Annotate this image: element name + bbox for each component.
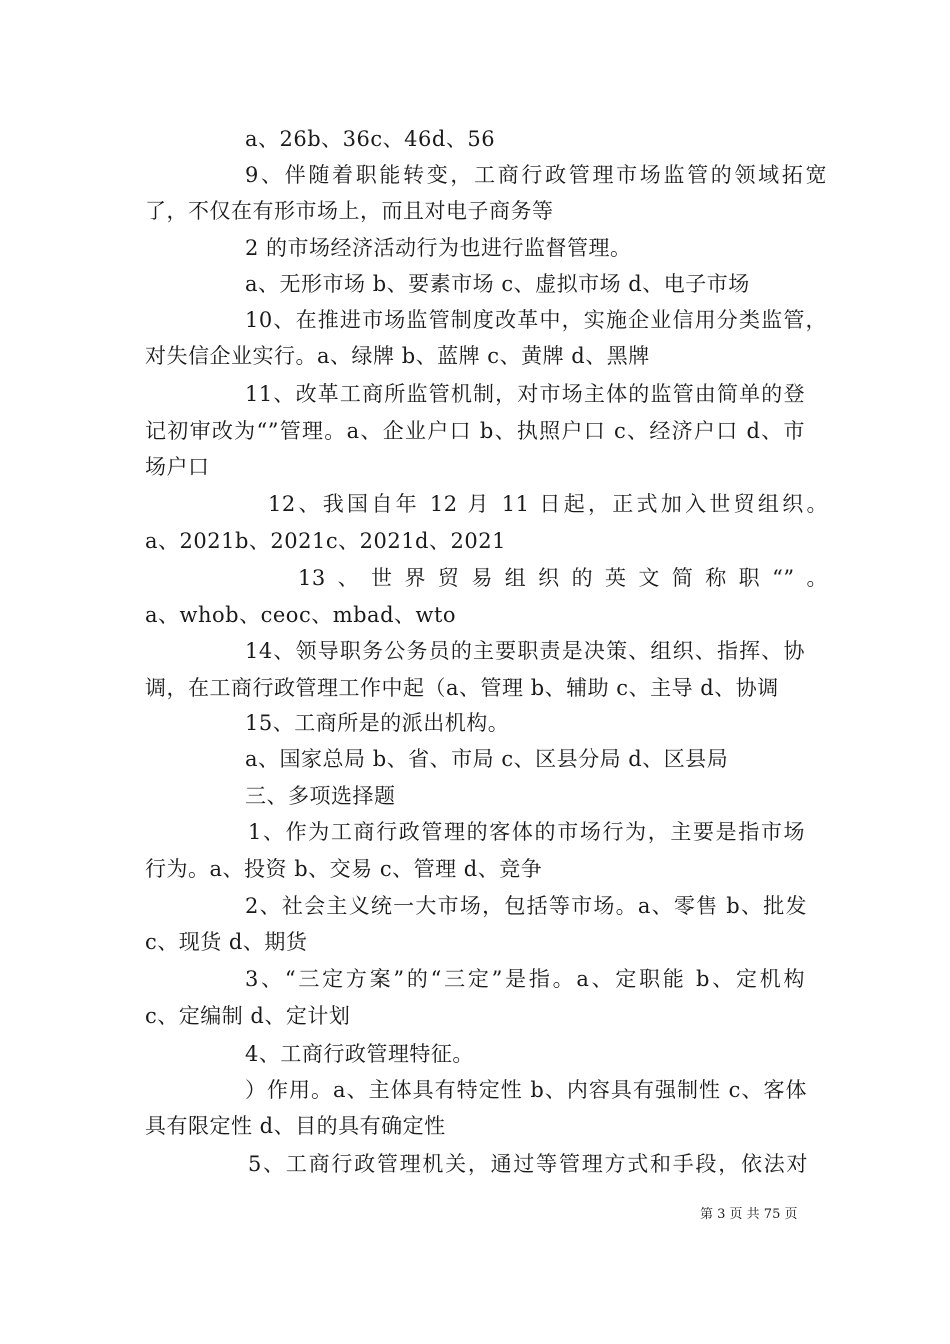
text-line: a、2021b、2021c、2021d、2021 bbox=[145, 529, 506, 553]
text-line: 调，在工商行政管理工作中起（a、管理 b、辅助 c、主导 d、协调 bbox=[145, 676, 779, 700]
text-line: c、现货 d、期货 bbox=[145, 930, 308, 954]
text-line: 15、工商所是的派出机构。 bbox=[245, 711, 510, 735]
text-line: 12、我国自年 12 月 11 日起，正式加入世贸组织。 bbox=[268, 492, 828, 516]
section-heading: 三、多项选择题 bbox=[245, 784, 396, 808]
text-line: 3、“三定方案”的“三定”是指。a、定职能 b、定机构 bbox=[245, 967, 805, 991]
text-line: 4、工商行政管理特征。 bbox=[245, 1042, 474, 1066]
text-line: 记初审改为“”管理。a、企业户口 b、执照户口 c、经济户口 d、市 bbox=[145, 419, 805, 443]
page-number-footer: 第 3 页 共 75 页 bbox=[700, 1207, 798, 1222]
text-line: 对失信企业实行。a、绿牌 b、蓝牌 c、黄牌 d、黑牌 bbox=[145, 344, 650, 368]
text-line: 13、世界贸易组织的英文简称职“”。 bbox=[298, 566, 828, 590]
text-line: 2、社会主义统一大市场，包括等市场。a、零售 b、批发 bbox=[245, 894, 807, 918]
text-line: a、国家总局 b、省、市局 c、区县分局 d、区县局 bbox=[245, 747, 729, 771]
text-line: a、26b、36c、46d、56 bbox=[245, 127, 496, 151]
text-line: a、无形市场 b、要素市场 c、虚拟市场 d、电子市场 bbox=[245, 272, 750, 296]
text-line: c、定编制 d、定计划 bbox=[145, 1004, 351, 1028]
text-line: 10、在推进市场监管制度改革中，实施企业信用分类监管， bbox=[245, 308, 827, 332]
text-line: 行为。a、投资 b、交易 c、管理 d、竞争 bbox=[145, 857, 543, 881]
text-line: 14、领导职务公务员的主要职责是决策、组织、指挥、协 bbox=[245, 639, 805, 663]
text-line: ）作用。a、主体具有特定性 b、内容具有强制性 c、客体 bbox=[245, 1078, 807, 1102]
text-line: 5、工商行政管理机关，通过等管理方式和手段，依法对 bbox=[248, 1152, 808, 1176]
text-line: 场户口 bbox=[145, 455, 210, 479]
text-line: a、whob、ceoc、mbad、wto bbox=[145, 603, 457, 627]
text-line: 具有限定性 d、目的具有确定性 bbox=[145, 1114, 446, 1138]
text-line: 2 的市场经济活动行为也进行监督管理。 bbox=[245, 236, 632, 260]
text-line: 1、作为工商行政管理的客体的市场行为，主要是指市场 bbox=[248, 820, 805, 844]
text-line: 9、伴随着职能转变，工商行政管理市场监管的领域拓宽 bbox=[245, 163, 827, 187]
text-line: 了，不仅在有形市场上，而且对电子商务等 bbox=[145, 199, 554, 223]
text-line: 11、改革工商所监管机制，对市场主体的监管由简单的登 bbox=[245, 382, 805, 406]
